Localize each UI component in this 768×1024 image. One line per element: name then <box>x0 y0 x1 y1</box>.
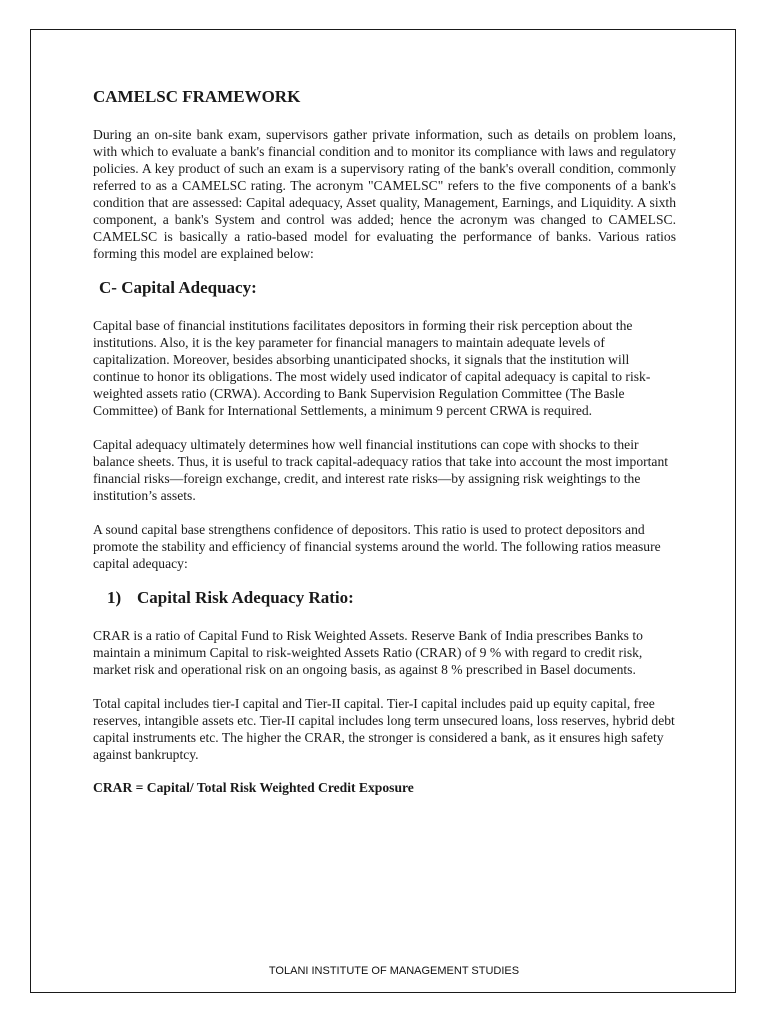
capital-adequacy-paragraph-3: A sound capital base strengthens confidence of depositors. This ratio is used to protect depositors and promote the stability and efficiency of financial systems around the world. The following ratios measure capital adequacy: <box>93 522 661 571</box>
subsection-heading-crar <box>107 587 676 609</box>
intro-paragraph: During an on-site bank exam, supervisors gather private information, such as details on problem loans, with which to evaluate a bank's financial condition and to monitor its compliance with laws and regulatory policies. A key product of such an exam is a supervisory rating of the bank's overall condition, commonly referred to as a CAMELSC rating. The acronym "CAMELSC" refers to the five components of a bank's condition that are assessed: Capital adequacy, Asset quality, Management, Earnings, and Liquidity. A sixth component, a bank's System and control was added; hence the acronym was changed to CAMELSC. CAMELSC is basically a ratio-based model for evaluating the performance of banks. Various ratios forming this model are explained below: <box>93 127 676 261</box>
capital-adequacy-paragraph-2: Capital adequacy ultimately determines how well financial institutions can cope with shocks to their balance sheets. Thus, it is useful to track capital-adequacy ratios that take into account the most important financial risks—foreign exchange, credit, and interest rate risks—by assigning risk weightings to the institution’s assets. <box>93 437 669 503</box>
document-title: CAMELSC FRAMEWORK <box>93 87 301 106</box>
document-body <box>93 86 676 796</box>
page-footer: TOLANI INSTITUTE OF MANAGEMENT STUDIES <box>268 965 520 977</box>
crar-formula: CRAR = Capital/ Total Risk Weighted Credit Exposure <box>93 780 414 795</box>
subsection-title: Capital Risk Adequacy Ratio: <box>137 588 354 607</box>
section-heading-capital-adequacy: C- Capital Adequacy: <box>99 278 257 297</box>
subsection-number: 1) <box>107 588 122 607</box>
capital-adequacy-paragraph-1: Capital base of financial institutions facilitates depositors in forming their risk perception about the institutions. Also, it is the key parameter for financial managers to maintain adequate levels of capitalization. Moreover, besides absorbing unanticipated shocks, it signals that the institution will continue to honor its obligations. The most widely used indicator of capital adequacy is capital to risk-weighted assets ratio (CRWA). According to Bank Supervision Regulation Committee (The Basle Committee) of Bank for International Settlements, a minimum 9 percent CRWA is required. <box>93 318 651 418</box>
crar-paragraph-1: CRAR is a ratio of Capital Fund to Risk Weighted Assets. Reserve Bank of India prescribes Banks to maintain a minimum Capital to risk-weighted Assets Ratio (CRAR) of 9 % with regard to credit risk, market risk and operational risk on an ongoing basis, as against 8 % prescribed in Basel documents. <box>93 628 643 677</box>
crar-paragraph-2: Total capital includes tier-I capital and Tier-II capital. Tier-I capital includes paid up equity capital, free reserves, intangible assets etc. Tier-II capital includes long term unsecured loans, loss reserves, hybrid debt capital instruments etc. The higher the CRAR, the stronger is considered a bank, as it ensures high safety against bankruptcy. <box>93 696 675 762</box>
